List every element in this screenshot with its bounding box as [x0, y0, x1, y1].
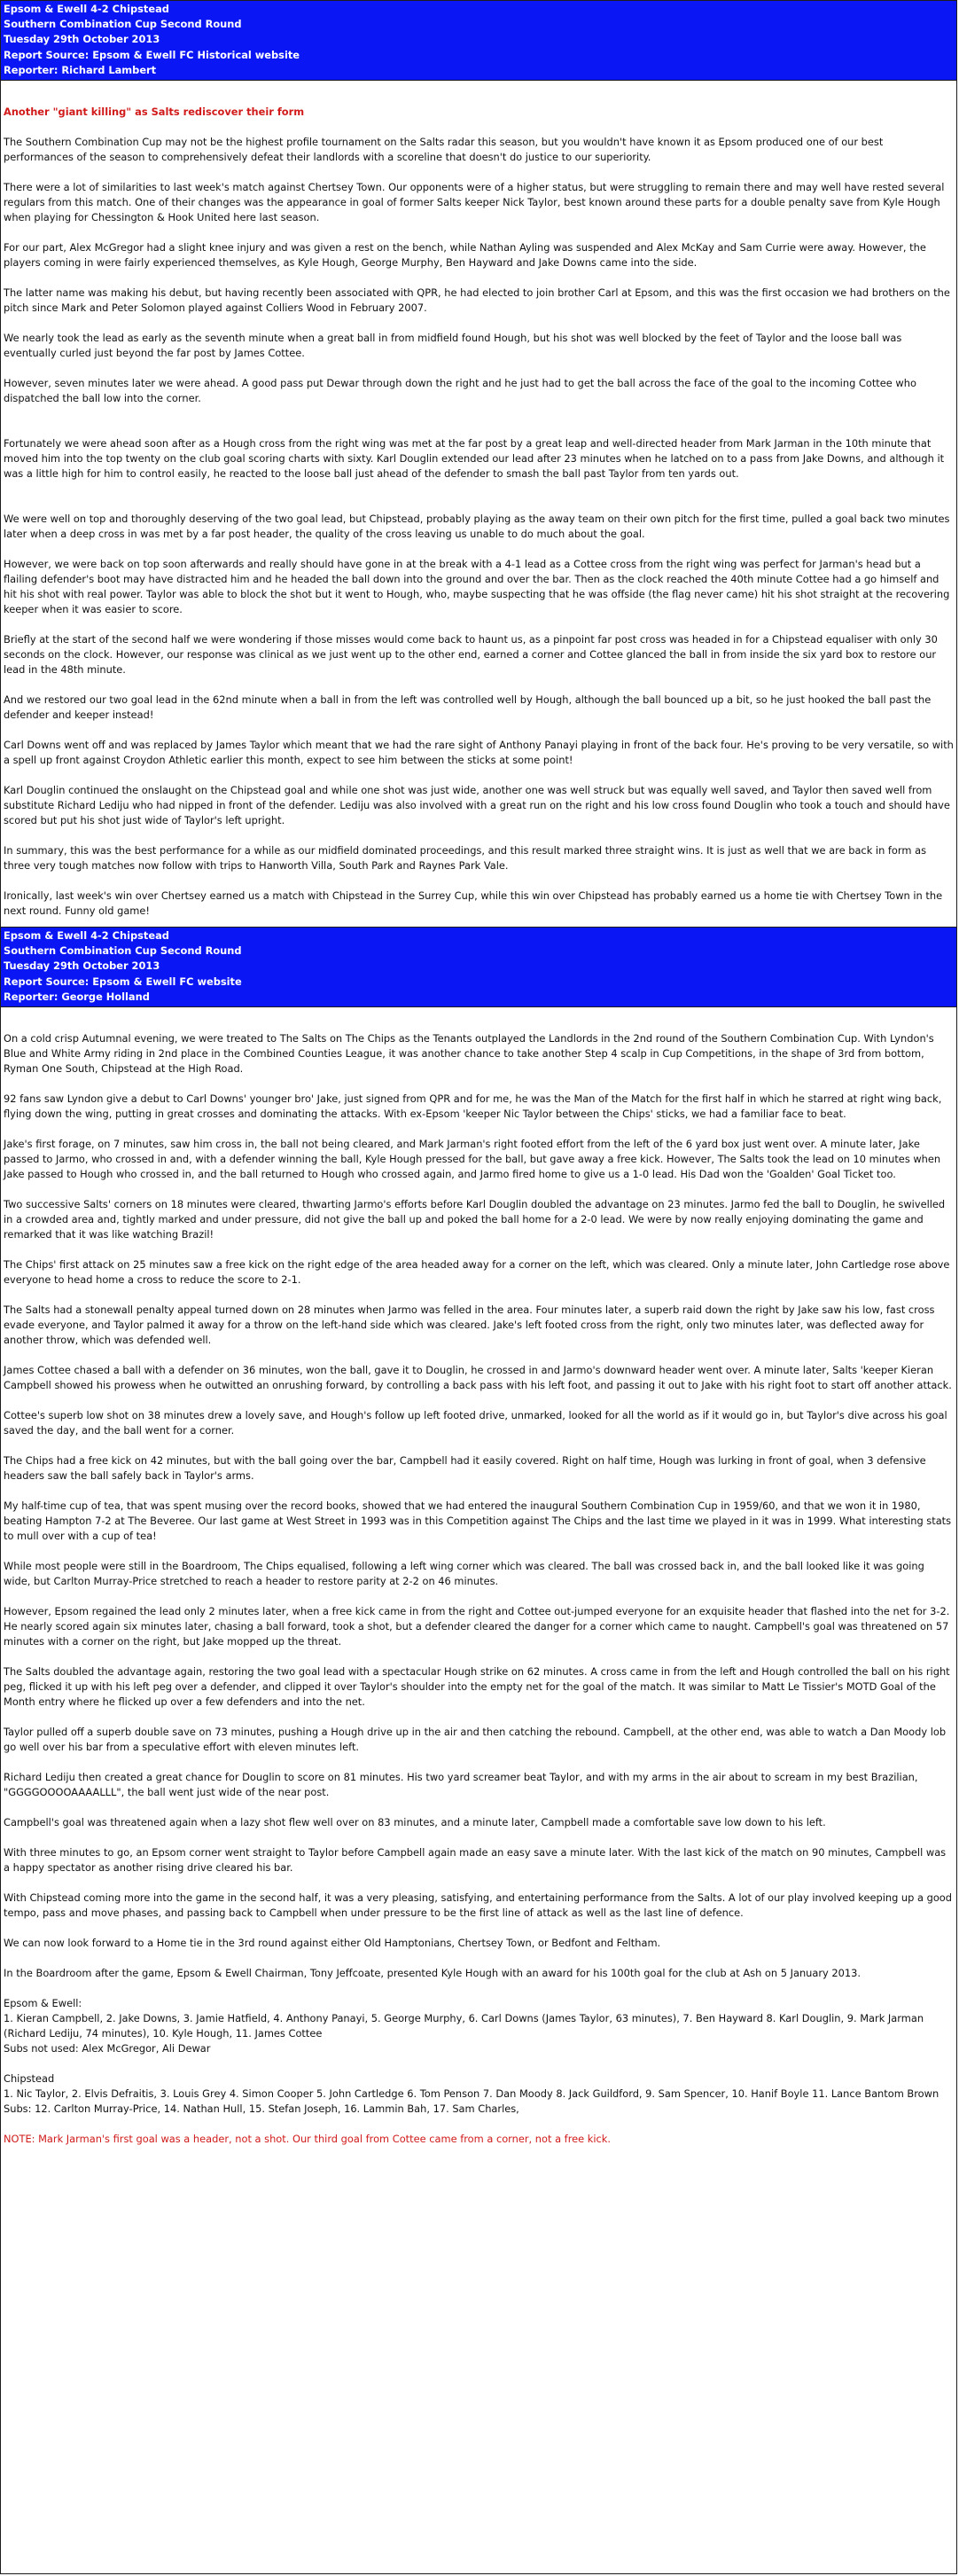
- lineup-home: [4, 1996, 954, 2056]
- paragraph: The Chips had a free kick on 42 minutes, but with the ball going over the bar, Campbell had it easily covered. Right on half time, Hough was lurking in front of goal, when 3 defensive headers saw the ball safely back in Taylor's arms.: [4, 1454, 926, 1483]
- paragraph: James Cottee chased a ball with a defender on 36 minutes, won the ball, gave it to Douglin, he crossed in and Jarmo's downward header went over. A minute later, Salts 'keeper Kieran Campbell showed his prowess when he outwitted an onrushing forward, by controlling a back pass with his left foot, and passing it out to Jake with his right foot to start off another attack.: [4, 1364, 952, 1392]
- paragraph: We nearly took the lead as early as the seventh minute when a great ball in from midfield found Hough, but his shot was well blocked by the feet of Taylor and the loose ball was eventually curled just beyond the far post by James Cottee.: [4, 332, 902, 360]
- reporter: Reporter: George Holland: [4, 990, 150, 1003]
- report-body: [1, 105, 956, 919]
- paragraph: With three minutes to go, an Epsom corner went straight to Taylor before Campbell again made an easy save a minute later. With the last kick of the match on 90 minutes, Campbell was a happy spectator as another rising drive cleared his bar.: [4, 1846, 947, 1875]
- paragraph: Two successive Salts' corners on 18 minutes were cleared, thwarting Jarmo's efforts before Karl Douglin doubled the advantage on 23 minutes. Jarmo fed the ball to Douglin, he swivelled in a crowded area and, tightly marked and under pressure, did not give the ball up and poked the ball home for a 2-0 lead. We were by now really enjoying dominating the game and remarked that it was like watching Brazil!: [4, 1198, 946, 1241]
- paragraph: Jake's first forage, on 7 minutes, saw him cross in, the ball not being cleared, and Mark Jarman's right footed effort from the left of the 6 yard box just went over. A minute later, Jake passed to Jarmo, who crossed in and, with a defender winning the ball, Kyle Hough pressed for the ball, but gave away a free kick. However, The Salts took the lead on 10 minutes when Jake passed to Hough who crossed in, and the ball returned to Hough who crossed again, and Jarmo fired home to give us a 1-0 lead. His Dad won the 'Goalden' Goal Ticket too.: [4, 1138, 941, 1181]
- paragraph: Taylor pulled off a superb double save on 73 minutes, pushing a Hough drive up in the air and then catching the rebound. Campbell, at the other end, was able to watch a Dan Moody lob go well over his bar from a speculative effort with eleven minutes left.: [4, 1726, 947, 1754]
- paragraph: In the Boardroom after the game, Epsom & Ewell Chairman, Tony Jeffcoate, presented Kyle Hough with an award for his 100th goal for the club at Ash on 5 January 2013.: [4, 1967, 862, 1980]
- paragraph: On a cold crisp Autumnal evening, we were treated to The Salts on The Chips as the Tenants outplayed the Landlords in the 2nd round of the Southern Combination Cup. With Lyndon's Blue and White Army riding in 2nd place in the Combined Counties League, it was another chance to take another Step 4 scalp in Cup Competitions, in the shape of 3rd from bottom, Ryman One South, Chipstead at the High Road.: [4, 1032, 934, 1076]
- paragraph: The Salts had a stonewall penalty appeal turned down on 28 minutes when Jarmo was felled in the area. Four minutes later, a superb raid down the right by Jake saw his low, fast cross evade everyone, and Taylor palmed it away for a throw on the left-hand side which was cleared. Jake's left footed cross from the right, only two minutes later, was deflected away for another throw, which was defended well.: [4, 1304, 935, 1347]
- paragraph: Richard Lediju then created a great chance for Douglin to score on 81 minutes. His two yard screamer beat Taylor, and with my arms in the air about to scream in my best Brazilian, "GGGGOOOOAAAALLL", the ball went just wide of the near post.: [4, 1771, 918, 1799]
- paragraph: In summary, this was the best performance for a while as our midfield dominated proceedings, and this result marked three straight wins. It is just as well that we are back in form as three very tough matches now follow with trips to Hanworth Villa, South Park and Raynes Park Vale.: [4, 844, 927, 873]
- report-source: Report Source: Epsom & Ewell FC website: [4, 975, 242, 988]
- paragraph: However, seven minutes later we were ahead. A good pass put Dewar through down the right and he just had to get the ball across the face of the goal to the incoming Cottee who dispatched the ball low into the corner.: [4, 377, 916, 405]
- paragraph: The Southern Combination Cup may not be the highest profile tournament on the Salts radar this season, but you wouldn't have known it as Epsom produced one of our best performances of the season to comprehensively defeat their landlords with a scoreline that doesn't do justice to our superiority.: [4, 136, 884, 164]
- lineup-players: 1. Nic Taylor, 2. Elvis Defraitis, 3. Louis Grey 4. Simon Cooper 5. John Cartledge 6. Tom Penson 7. Dan Moody 8. Jack Guildford, 9. Sam Spencer, 10. Hanif Boyle 11. Lance Bantom Brown: [4, 2087, 940, 2101]
- report-source: Report Source: Epsom & Ewell FC Historical website: [4, 48, 300, 61]
- paragraph: The latter name was making his debut, but having recently been associated with QPR, he had elected to join brother Carl at Epsom, and this was the first occasion we had brothers on the pitch since Mark and Peter Solomon played against Colliers Wood in February 2007.: [4, 286, 950, 315]
- match-date: Tuesday 29th October 2013: [4, 959, 160, 973]
- match-report-lambert: [1, 1, 956, 919]
- lineup-subs: Subs not used: Alex McGregor, Ali Dewar: [4, 2042, 211, 2055]
- paragraph: Carl Downs went off and was replaced by James Taylor which meant that we had the rare sight of Anthony Panayi playing in front of the back four. He's proving to be very versatile, so with a spell up front against Croydon Athletic earlier this month, expect to see him between the sticks at some point!: [4, 739, 954, 767]
- paragraph: However, Epsom regained the lead only 2 minutes later, when a free kick came in from the right and Cottee out-jumped everyone for an exquisite header that flashed into the net for 3-2. He nearly scored again six minutes later, chasing a ball forward, took a shot, but a defender cleared the danger for a corner which came to naught. Campbell's goal was threatened on 57 minutes with a corner on the right, but Jake mopped up the threat.: [4, 1605, 950, 1648]
- paragraph: Briefly at the start of the second half we were wondering if those misses would come back to haunt us, as a pinpoint far post cross was headed in for a Chipstead equaliser with only 30 seconds on the clock. However, our response was clinical as we just went up to the other end, earned a corner and Cottee glanced the ball in from inside the six yard box to restore our lead in the 48th minute.: [4, 633, 938, 677]
- match-report-holland: [1, 928, 956, 2147]
- correction-note: NOTE: Mark Jarman's first goal was a header, not a shot. Our third goal from Cottee came from a corner, not a free kick.: [4, 2133, 611, 2146]
- lineup-subs: Subs: 12. Carlton Murray-Price, 14. Nathan Hull, 15. Stefan Joseph, 16. Lammin Bah, 17. Sam Charles,: [4, 2102, 519, 2116]
- report-header: [1, 1, 956, 81]
- competition: Southern Combination Cup Second Round: [4, 944, 242, 958]
- paragraph: Cottee's superb low shot on 38 minutes drew a lovely save, and Hough's follow up left footed drive, unmarked, looked for all the world as if it would go in, but Taylor's dive across his goal saved the day, and the ball went for a corner.: [4, 1409, 947, 1437]
- match-title: Epsom & Ewell 4-2 Chipstead: [4, 929, 169, 943]
- paragraph: Karl Douglin continued the onslaught on the Chipstead goal and while one shot was just wide, another one was well struck but was equally well saved, and Taylor then saved well from substitute Richard Lediju who had nipped in front of the defender. Lediju was also involved with a great run on the right and his low cross found Douglin who took a touch and should have scored but put his shot just wide of Taylor's left upright.: [4, 784, 950, 827]
- reporter: Reporter: Richard Lambert: [4, 63, 157, 76]
- paragraph: Fortunately we were ahead soon after as a Hough cross from the right wing was met at the far post by a great leap and well-directed header from Mark Jarman in the 10th minute that moved him into the top twenty on the club goal scoring charts with sixty. Karl Douglin extended our lead after 23 minutes when he latched on to a pass from Jake Downs, and although it was a little high for him to control easily, he reacted to the loose ball just ahead of the defender to smash the ball past Taylor from ten yards out.: [4, 437, 945, 481]
- paragraph: 92 fans saw Lyndon give a debut to Carl Downs' younger bro' Jake, just signed from QPR and for me, he was the Man of the Match for the first half in which he starred at right wing back, flying down the wing, putting in great crosses and dominating the attacks. With ex-Epsom 'keeper Nic Taylor between the Chips' sticks, we had a familiar face to beat.: [4, 1092, 942, 1121]
- paragraph: The Salts doubled the advantage again, restoring the two goal lead with a spectacular Hough strike on 62 minutes. A cross came in from the left and Hough controlled the ball on his right peg, flicked it up with his left peg over a defender, and clipped it over Taylor's shoulder into the empty net for the goal of the match. It was similar to Matt Le Tissier's MOTD Goal of the Month entry where he flicked up over a few defenders and into the net.: [4, 1665, 950, 1709]
- report-subtitle: Another "giant killing" as Salts rediscover their form: [4, 106, 305, 119]
- match-date: Tuesday 29th October 2013: [4, 33, 160, 46]
- competition: Southern Combination Cup Second Round: [4, 18, 242, 31]
- paragraph: We were well on top and thoroughly deserving of the two goal lead, but Chipstead, probably playing as the away team on their own pitch for the first time, pulled a goal back two minutes later when a deep cross in was met by a far post header, the quality of the cross leaving us unable to do much about the goal.: [4, 513, 950, 541]
- report-header: [1, 928, 956, 1007]
- paragraph: And we restored our two goal lead in the 62nd minute when a ball in from the left was controlled well by Hough, although the ball bounced up a bit, so he just hooked the ball past the defender and keeper instead!: [4, 693, 932, 722]
- report-body: [1, 1031, 956, 2147]
- paragraph: For our part, Alex McGregor had a slight knee injury and was given a rest on the bench, while Nathan Ayling was suspended and Alex McKay and Sam Currie were away. However, the players coming in were fairly experienced themselves, as Kyle Hough, George Murphy, Ben Hayward and Jake Downs came into the side.: [4, 241, 926, 270]
- paragraph: While most people were still in the Boardroom, The Chips equalised, following a left wing corner which was cleared. The ball was crossed back in, and the ball looked like it was going wide, but Carlton Murray-Price stretched to reach a header to restore parity at 2-2 on 46 minutes.: [4, 1560, 924, 1588]
- lineup-players: 1. Kieran Campbell, 2. Jake Downs, 3. Jamie Hatfield, 4. Anthony Panayi, 5. George Murphy, 6. Carl Downs (James Taylor, 63 minutes), 7. Ben Hayward 8. Karl Douglin, 9. Mark Jarman (Richard Lediju, 74 minutes), 10. Kyle Hough, 11. James Cottee: [4, 2012, 924, 2040]
- paragraph: With Chipstead coming more into the game in the second half, it was a very pleasing, satisfying, and entertaining performance from the Salts. A lot of our play involved keeping up a good tempo, pass and move phases, and passing back to Campbell when under pressure to be the first line of attack as well as the last line of defence.: [4, 1891, 952, 1920]
- paragraph: There were a lot of similarities to last week's match against Chertsey Town. Our opponents were of a higher status, but were struggling to remain there and may well have rested several regulars from this match. One of their changes was the appearance in goal of former Salts keeper Nick Taylor, best known around these parts for a double penalty save from Kyle Hough when playing for Chessington & Hook United here last season.: [4, 181, 945, 224]
- paragraph: The Chips' first attack on 25 minutes saw a free kick on the right edge of the area headed away for a corner on the left, which was cleared. Only a minute later, John Cartledge rose above everyone to head home a cross to reduce the score to 2-1.: [4, 1258, 950, 1287]
- paragraph: My half-time cup of tea, that was spent musing over the record books, showed that we had entered the inaugural Southern Combination Cup in 1959/60, and that we won it in 1980, beating Hampton 7-2 at The Beveree. Our last game at West Street in 1993 was in this Competition against The Chips and the last time we played in it was in 1999. What interesting stats to mull over with a cup of tea!: [4, 1499, 952, 1543]
- paragraph: However, we were back on top soon afterwards and really should have gone in at the break with a 4-1 lead as a Cottee cross from the right wing was perfect for Jarman's head but a flailing defender's boot may have distracted him and he headed the ball down into the ground and over the bar. Then as the clock reached the 40th minute Cottee had a go himself and hit his shot with real power. Taylor was able to block the shot but it went to Hough, who, maybe suspecting that he was offside (the flag never came) hit his shot straight at the recovering keeper when it was easier to score.: [4, 558, 950, 616]
- lineup-away: [4, 2071, 954, 2117]
- lineup-team-name: Chipstead: [4, 2072, 55, 2086]
- match-title: Epsom & Ewell 4-2 Chipstead: [4, 3, 169, 15]
- lineup-team-name: Epsom & Ewell:: [4, 1997, 82, 2010]
- paragraph: We can now look forward to a Home tie in the 3rd round against either Old Hamptonians, Chertsey Town, or Bedfont and Feltham.: [4, 1937, 661, 1950]
- paragraph: Campbell's goal was threatened again when a lazy shot flew well over on 83 minutes, and a minute later, Campbell made a comfortable save low down to his left.: [4, 1816, 826, 1829]
- paragraph: Ironically, last week's win over Chertsey earned us a match with Chipstead in the Surrey Cup, while this win over Chipstead has probably earned us a home tie with Chertsey Town in the next round. Funny old game!: [4, 889, 943, 918]
